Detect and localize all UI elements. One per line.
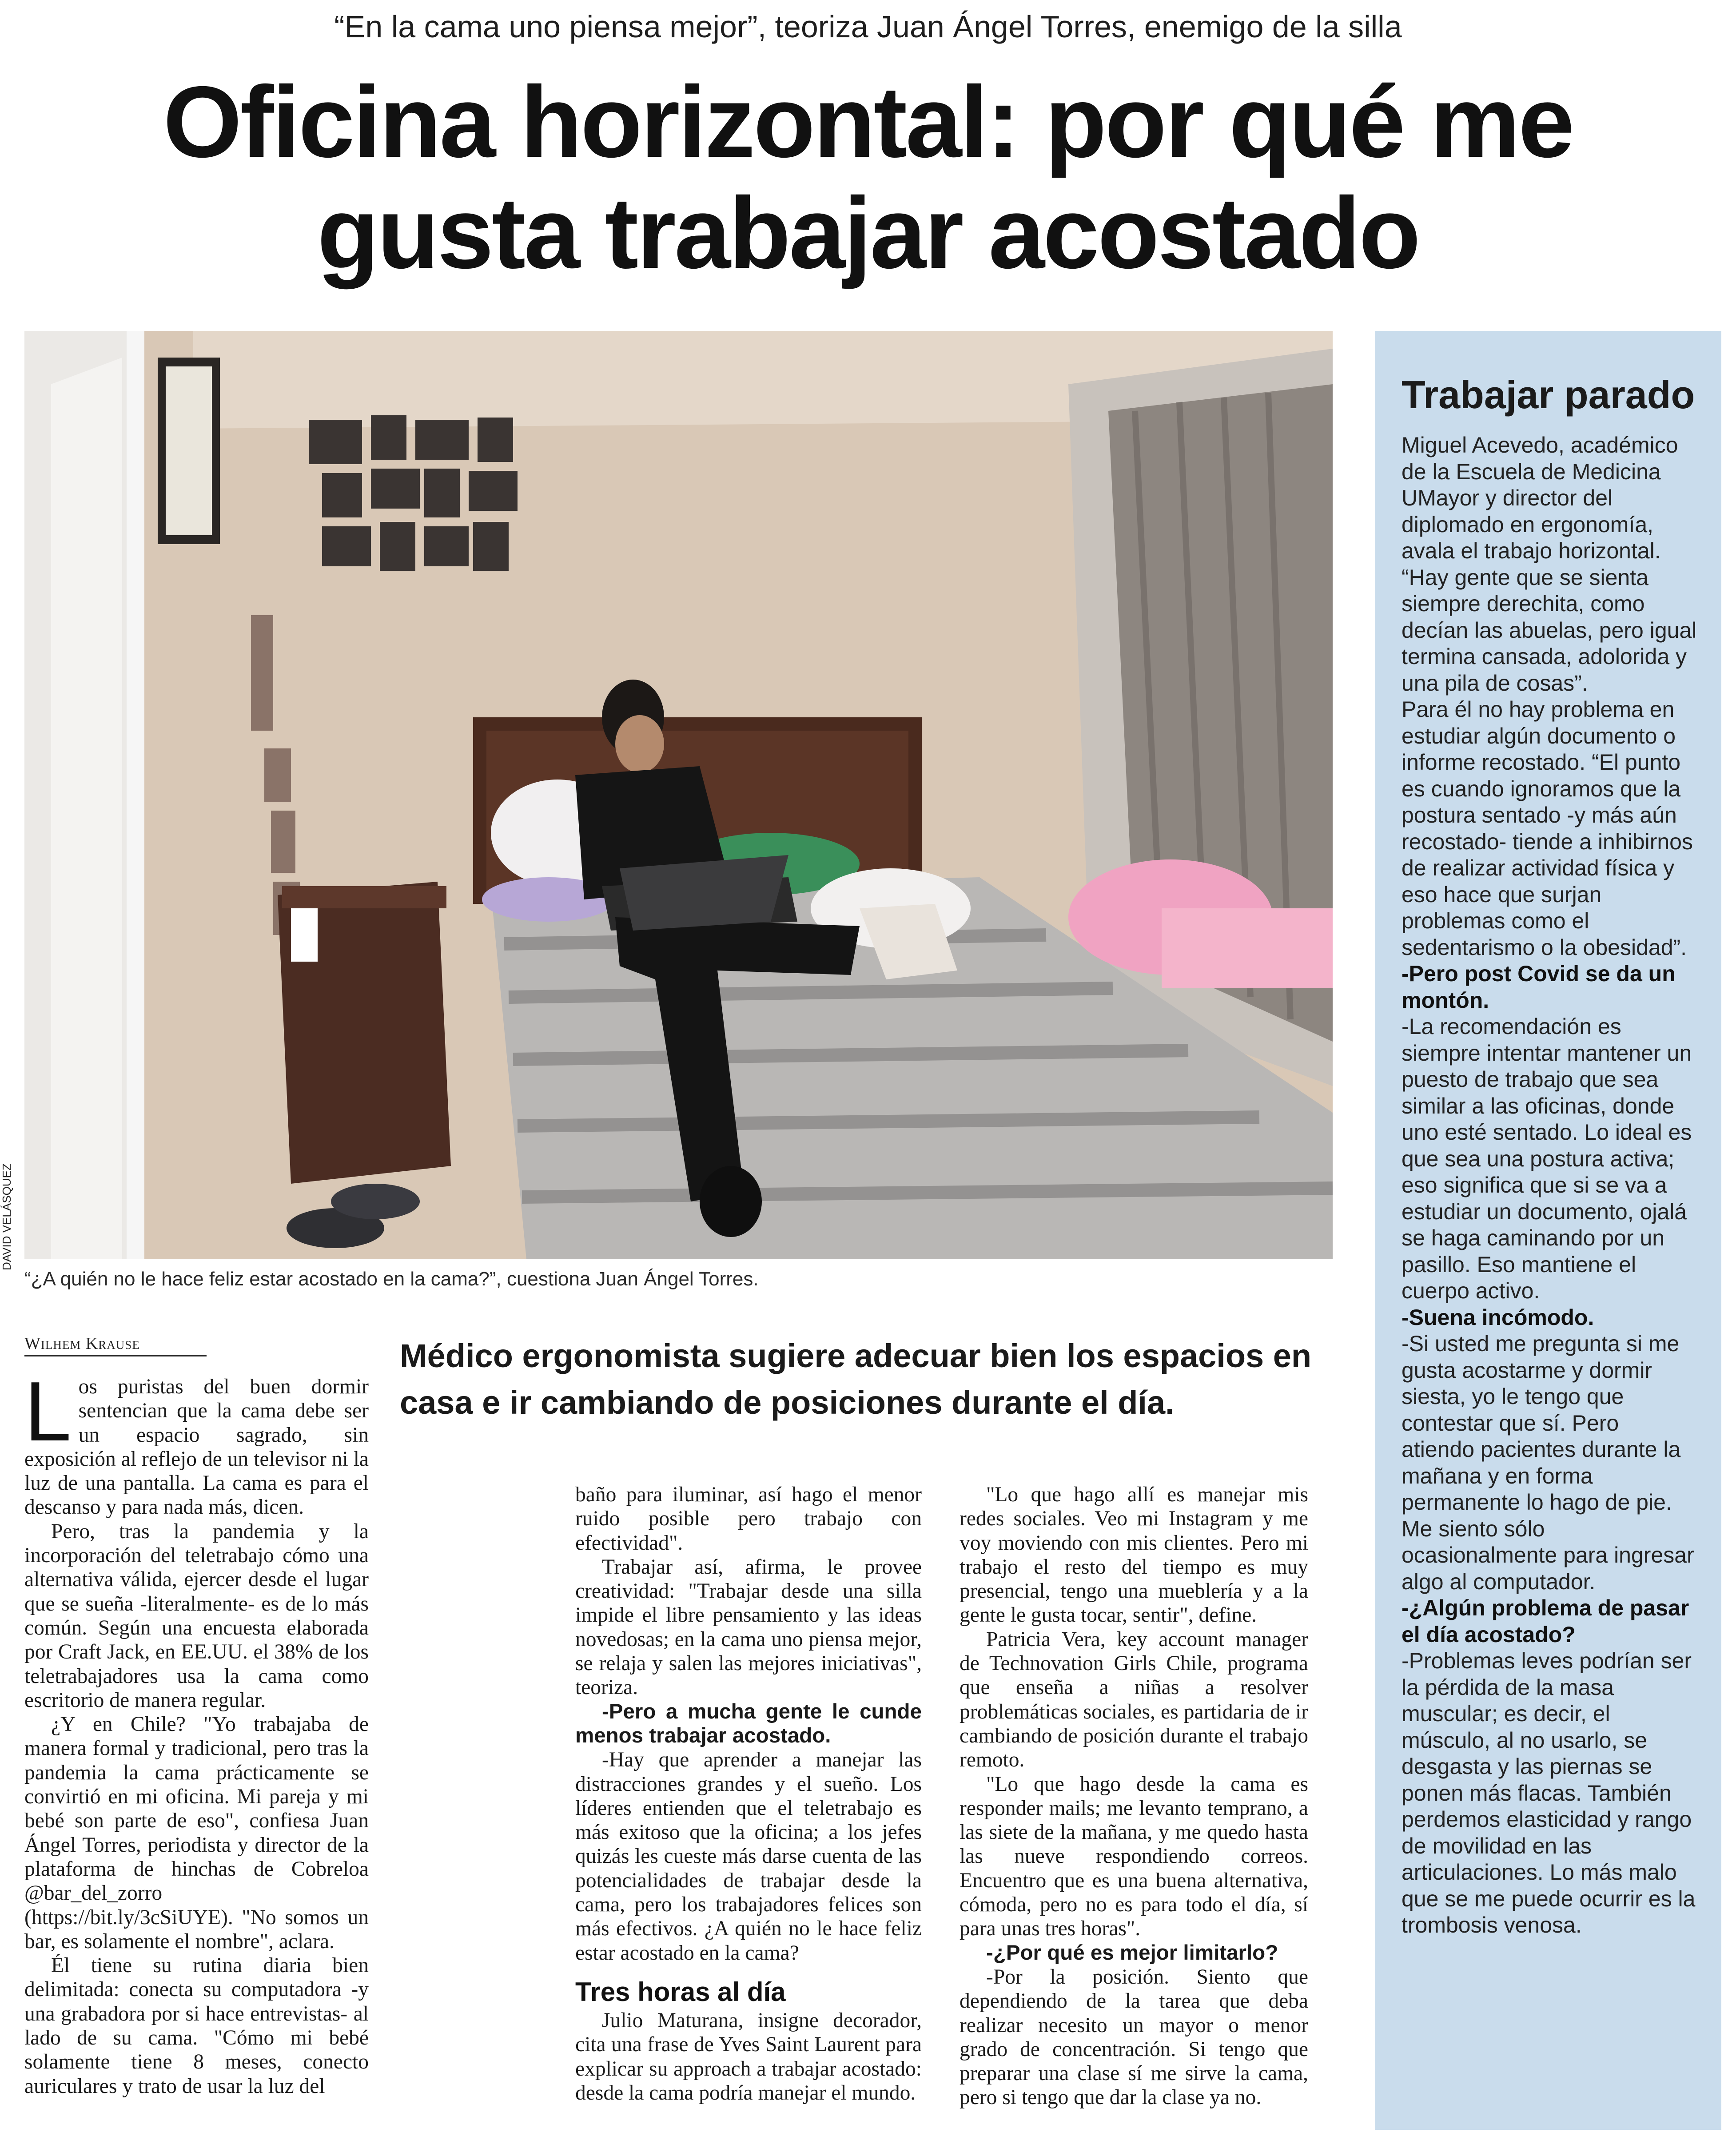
sidebar-paragraph: -Problemas leves podrían ser la pérdida de la masa muscular; es decir, el músculo, al no usarlo, se desgasta y las piernas se ponen más flacas. También perdemos elasticidad y rango de movilidad en las articulaciones. Lo más malo que se me puede ocurrir es la trombosis venosa. bbox=[1402, 1648, 1696, 1937]
section-subhead: Tres horas al día bbox=[575, 1977, 786, 2007]
body-paragraph: -Hay que aprender a manejar las distracciones grandes y el sueño. Los líderes entienden que el teletrabajo es más exitoso que la oficina; a los jefes quizás les cueste más darse cuenta de las potencialidades de trabajar desde la cama, pero los trabajadores felices son más efectivos. ¿A quién no le hace feliz estar acostado en la cama? bbox=[575, 1748, 922, 1965]
body-paragraph bbox=[24, 1375, 369, 1519]
sidebar-question: -¿Algún problema de pasar el día acostado? bbox=[1402, 1595, 1689, 1647]
sidebar-paragraph: -La recomendación es siempre intentar mantener un puesto de trabajo que sea similar a las oficinas, donde uno esté sentado. Lo ideal es que sea una postura activa; eso significa que si se va a estudiar un documento, ojalá se haga caminando por un pasillo. Eso mantiene el cuerpo activo. bbox=[1402, 1014, 1692, 1303]
interview-question: -Pero a mucha gente le cunde menos trabajar acostado. bbox=[575, 1699, 922, 1747]
sidebar-title: Trabajar parado bbox=[1402, 373, 1695, 417]
body-paragraph: -Por la posición. Siento que dependiendo de la tarea que deba realizar necesito un mayor o menor grado de concentración. Si tengo que preparar una clase sí me sirve la cama, pero si tengo que dar la clase ya no. bbox=[960, 1965, 1308, 2109]
sidebar-body bbox=[1402, 432, 1697, 1939]
body-paragraph: baño para iluminar, así hago el menor ruido posible pero trabajo con efectividad". bbox=[575, 1483, 922, 1555]
drop-cap: L bbox=[24, 1375, 72, 1459]
body-paragraph: Pero, tras la pandemia y la incorporación del teletrabajo cómo una alternativa válida, ejercer desde el lugar que se sueña -literalmente- es de lo más común. Según una encuesta elaborada por Craft Jack, en EE.UU. el 38% de los teletrabajadores usa la cama como escritorio de manera regular. bbox=[24, 1519, 369, 1712]
body-paragraph: Julio Maturana, insigne decorador, cita una frase de Yves Saint Laurent para explicar su approach a trabajar acostado: desde la cama podría manejar el mundo. bbox=[575, 2009, 922, 2104]
headline-line-1: Oficina horizontal: por qué me bbox=[163, 66, 1573, 179]
sidebar-box bbox=[1375, 331, 1721, 2130]
sidebar-paragraph: Miguel Acevedo, académico de la Escuela de Medicina UMayor y director del diplomado en ergonomía, avala el trabajo horizontal. “Hay gente que se sienta siempre derechita, como decían las abuelas, pero igual termina cansada, adolorida y una pila de cosas”. bbox=[1402, 433, 1697, 696]
byline: Wilhem Krause bbox=[24, 1334, 207, 1356]
body-paragraph: "Lo que hago allí es manejar mis redes sociales. Veo mi Instagram y me voy moviendo con mis clientes. Pero mi trabajo el resto del tiempo es muy presencial, tengo una mueblería y a la gente le gusta tocar, sentir", define. bbox=[960, 1483, 1308, 1627]
body-paragraph: Patricia Vera, key account manager de Technovation Girls Chile, programa que enseña a niñas a resolver problemáticas sociales, es partidaria de ir cambiando de posición durante el trabajo remoto. bbox=[960, 1627, 1308, 1772]
headline bbox=[0, 67, 1736, 289]
body-column-1 bbox=[24, 1375, 369, 2140]
headline-line-2: gusta trabajar acostado bbox=[317, 177, 1419, 290]
body-column-2 bbox=[575, 1483, 922, 2140]
body-paragraph-text: os puristas del buen dormir sentencian que la cama debe ser un espacio sagrado, sin exposición al reflejo de un televisor ni la luz de una pantalla. La cama es para el descanso y para nada más, dicen. bbox=[24, 1375, 369, 1519]
interview-question: -¿Por qué es mejor limitarlo? bbox=[986, 1941, 1278, 1965]
bedroom-photo-illustration bbox=[24, 331, 1333, 1259]
deck: Médico ergonomista sugiere adecuar bien los espacios en casa e ir cambiando de posiciones durante el día. bbox=[400, 1337, 1312, 1421]
photo-credit: DAVID VELÁSQUEZ bbox=[0, 1163, 13, 1270]
kicker: “En la cama uno piensa mejor”, teoriza Juan Ángel Torres, enemigo de la silla bbox=[334, 9, 1402, 44]
body-column-3 bbox=[960, 1483, 1308, 2140]
article-photo bbox=[24, 331, 1333, 1259]
body-paragraph: "Lo que hago desde la cama es responder mails; me levanto temprano, a las siete de la mañana, y me quedo hasta las nueve respondiendo correos. Encuentro que es una buena alternativa, cómoda, pero no es para todo el día, sí para unas tres horas". bbox=[960, 1772, 1308, 1941]
sidebar-question: -Pero post Covid se da un montón. bbox=[1402, 961, 1676, 1013]
body-paragraph: ¿Y en Chile? "Yo trabajaba de manera formal y tradicional, pero tras la pandemia la cama prácticamente se convirtió en mi oficina. Mi pareja y mi bebé son parte de eso", confiesa Juan Ángel Torres, periodista y director de la plataforma de hinchas de Cobreloa @bar_del_zorro (https://bit.ly/3cSiUYE). "No somos un bar, es solamente el nombre", aclara. bbox=[24, 1713, 369, 1953]
sidebar-question: -Suena incómodo. bbox=[1402, 1305, 1594, 1330]
sidebar-paragraph: Para él no hay problema en estudiar algún documento o informe recostado. “El punto es cuando ignoramos que la postura sentado -y más aún recostado- tiende a inhibirnos de realizar actividad física y eso hace que surjan problemas como el sedentarismo o la obesidad”. bbox=[1402, 697, 1693, 960]
sidebar-paragraph: -Si usted me pregunta si me gusta acostarme y dormir siesta, yo le tengo que contestar que sí. Pero atiendo pacientes durante la mañana y en forma permanente lo hago de pie. Me siento sólo ocasionalmente para ingresar algo al computador. bbox=[1402, 1331, 1694, 1594]
body-paragraph: Trabajar así, afirma, le provee creatividad: "Trabajar desde una silla impide el libre pensamiento y las ideas novedosas; en la cama uno piensa mejor, se relaja y salen las mejores iniciativas", teoriza. bbox=[575, 1555, 922, 1699]
photo-caption: “¿A quién no le hace feliz estar acostado en la cama?”, cuestiona Juan Ángel Torres. bbox=[24, 1268, 759, 1290]
body-paragraph: Él tiene su rutina diaria bien delimitada: conecta su computadora -y una grabadora por si hace entrevistas- al lado de su cama. "Cómo mi bebé solamente tiene 8 meses, conecto auriculares y trato de usar la luz del bbox=[24, 1954, 369, 2098]
